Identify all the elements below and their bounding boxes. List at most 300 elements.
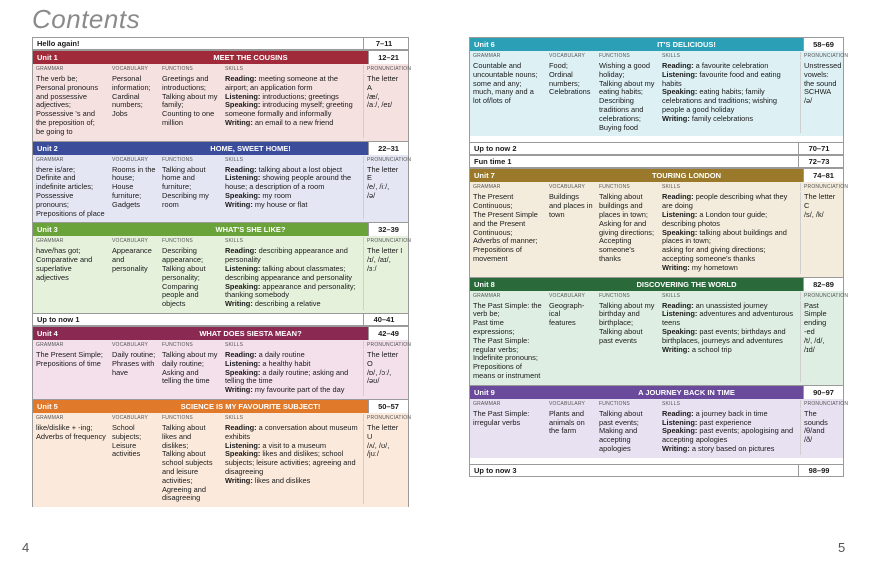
skills-item [662,346,797,355]
unit-header[interactable] [33,327,408,340]
cell-vocabulary [546,301,596,382]
column-header-skills: SKILLS [662,292,681,299]
grammar-item: Adverbs of manner; [473,236,538,246]
column-header-grammar: GRAMMAR [473,184,501,191]
row-pages: 70–71 [798,143,839,154]
skills-type: Listening: [662,309,698,319]
column-header-grammar: GRAMMAR [36,66,64,72]
cell-pronunciation [800,409,841,455]
vocabulary-item: ical [549,309,561,319]
vocabulary-item: House furniture; [112,182,142,200]
skills-type: Reading: [662,300,694,310]
column-header-vocabulary: VOCABULARY [549,400,586,407]
row-title: Up to now 2 [474,144,517,154]
vocabulary-item: Leisure activities [112,440,141,459]
unit-header[interactable] [470,169,843,182]
column-header-functions: FUNCTIONS [599,53,630,59]
grammar-item: The Present Continuous; [473,192,514,211]
skills-text: adventures and adventurous teens [662,309,794,328]
column-header-skills: SKILLS [662,184,681,191]
pronunciation-item: E [367,173,372,183]
column-headers [33,64,412,74]
column-header-vocabulary: VOCABULARY [549,184,586,191]
column-header-skills: SKILLS [662,400,681,407]
functions-item: Describing traditions and celebrations; [599,96,644,123]
cell-skills [222,246,363,310]
unit-block [33,141,412,223]
pronunciation-item: The letter I [367,246,403,256]
unit-pages: 82–89 [803,278,843,291]
functions-item: Asking and telling the time [162,367,210,386]
pronunciation-item: /ə/ [804,96,813,106]
skills-item [662,211,797,229]
skills-text: my room [260,190,292,200]
unit-label: Unit 1 [37,53,58,62]
pronunciation-item: ending [804,318,827,328]
functions-item: Talking about school subjects and leisure activities; [162,449,213,485]
skills-text: talking about classmates; describing appearance and personality [225,263,352,282]
unit-title: A JOURNEY BACK IN TIME [638,387,735,397]
column-header-skills: SKILLS [225,66,244,72]
cell-pronunciation [363,165,406,220]
skills-text: likes and dislikes [252,475,311,485]
row-title: Up to now 1 [37,314,80,324]
skills-item [225,450,360,476]
pronunciation-item: The letter [804,192,836,202]
skills-text: talking about a lost object [256,164,343,174]
skills-type: Speaking: [225,367,261,377]
cell-functions [596,61,659,133]
skills-text: a conversation about museum exhibits [225,422,358,441]
skills-item [662,310,797,328]
skills-text: family celebrations [689,113,754,123]
pronunciation-item: /e/, /iː/, [367,182,390,192]
cell-pronunciation [363,246,406,310]
skills-item [662,427,797,445]
skills-text: a school trip [689,344,732,354]
pronunciation-item: O [367,358,373,368]
unit-block [470,37,849,136]
grammar-item: Prepositions of time [36,358,101,368]
skills-item [662,264,797,273]
cell-pronunciation [363,423,406,504]
unit-body [33,350,408,399]
column-header-functions: FUNCTIONS [599,184,630,191]
pronunciation-item: C [804,201,810,211]
pronunciation-item: the sound [804,78,837,88]
row-title: Up to now 3 [474,465,517,475]
pronunciation-item: The [804,408,817,418]
grammar-item: there is/are; [36,164,76,174]
cell-skills [222,74,363,138]
column-header-vocabulary: VOCABULARY [112,66,149,72]
pronunciation-item: sounds [804,417,828,427]
vocabulary-item: School subjects; [112,422,142,441]
pronunciation-item: /aː/, /eɪ/ [367,100,393,110]
functions-item: Making and accepting apologies [599,426,638,453]
unit-title: HOME, SWEET HOME! [210,143,291,153]
skills-item [225,386,360,395]
column-header-grammar: GRAMMAR [473,53,501,59]
column-headers [470,182,849,192]
cell-vocabulary [546,61,596,133]
column-header-pronunciation: PRONUNCIATION [800,183,841,191]
cell-grammar [470,61,546,133]
cell-pronunciation [800,192,841,273]
column-header-pronunciation: PRONUNCIATION [800,400,841,408]
vocabulary-item: Appearance and personality [112,246,152,273]
unit-pages: 74–81 [803,169,843,182]
functions-item: Describing appearance; [162,246,204,265]
pronunciation-item: /juː/ [367,449,379,459]
skills-type: Speaking: [225,281,261,291]
column-header-vocabulary: VOCABULARY [112,156,149,163]
pronunciation-item: /ɒ/, /ɔː/, [367,367,392,377]
cell-functions [159,165,222,220]
cell-grammar [33,246,109,310]
unit-block [470,168,849,276]
pronunciation-item: /əʊ/ [367,376,380,386]
skills-item [225,369,360,387]
skills-text: a visit to a museum [260,440,327,450]
unit-title: TOURING LONDON [651,171,722,181]
unit-body [470,409,843,458]
cell-functions [159,350,222,396]
skills-type: Speaking: [225,100,261,110]
grammar-item: be going to [36,126,73,136]
cell-skills [222,423,363,504]
grammar-item: Comparative and superlative adjectives [36,255,93,282]
column-header-skills: SKILLS [225,238,244,245]
vocabulary-item: Celebrations [549,87,591,97]
column-header-vocabulary: VOCABULARY [549,53,586,59]
grammar-item: Indefinite pronouns; [473,353,538,363]
skills-text: eating habits; family celebrations and traditions; wishing people a good holiday [662,87,778,114]
grammar-item: Prepositions of means or instrument [473,362,541,380]
skills-type: Speaking: [662,227,698,237]
skills-item [225,424,360,442]
cell-pronunciation [363,350,406,396]
skills-type: Reading: [225,164,257,174]
unit-header[interactable] [33,223,408,236]
vocabulary-item: Jobs [112,109,128,119]
skills-item [662,328,797,346]
skills-text: favourite food and eating habits [662,69,781,88]
contents-row[interactable] [33,37,408,50]
cell-vocabulary [546,409,596,455]
skills-text: describing appearance and personality [225,246,348,265]
pronunciation-item: Simple [804,309,827,319]
grammar-item: some and any; [473,78,522,88]
column-header-functions: FUNCTIONS [162,414,193,421]
skills-text: a story based on pictures [689,443,775,453]
pronunciation-item: The letter [367,74,399,83]
vocabulary-item: Gadgets [112,199,140,209]
skills-type: Reading: [225,74,257,83]
skills-type: Reading: [662,192,694,202]
skills-item [225,283,360,301]
column-header-functions: FUNCTIONS [599,292,630,299]
skills-item [225,174,360,192]
grammar-item: Possessive 's and the preposition of; [36,109,95,127]
functions-item: Agreeing and disagreeing [162,484,206,503]
cell-pronunciation [800,61,841,133]
grammar-item: The Past Simple: irregular verbs [473,408,530,427]
row-pages: 7–11 [363,38,404,49]
skills-text: an unassisted journey [693,300,768,310]
unit-body [470,61,843,136]
skills-type: Writing: [225,385,253,395]
functions-item: Asking for and giving directions; [599,218,655,237]
skills-item [662,246,797,264]
skills-type: Speaking: [225,449,261,459]
unit-header[interactable] [470,38,843,51]
contents-row[interactable] [470,142,843,155]
cell-vocabulary [109,423,159,504]
vocabulary-item: Food; [549,61,568,70]
contents-row[interactable] [470,464,843,477]
skills-type: Writing: [225,299,253,309]
column-header-functions: FUNCTIONS [162,66,193,72]
unit-block [470,385,849,458]
vocabulary-item: Buildings and places in town [549,192,593,219]
skills-text: my hometown [689,262,738,272]
skills-text: describing a relative [252,299,321,309]
cell-grammar [33,74,109,138]
skills-text: people describing what they are doing [662,192,788,211]
unit-header[interactable] [33,51,408,64]
cell-skills [659,301,800,382]
skills-type: Reading: [662,408,694,418]
row-title: Hello again! [37,39,80,48]
contents-row[interactable] [33,313,408,326]
cell-pronunciation [800,301,841,382]
cell-skills [222,165,363,220]
functions-item: Talking about home and furniture; [162,164,206,192]
unit-header[interactable] [470,278,843,291]
pronunciation-item: /ʌ/, /ʊ/, [367,440,390,450]
skills-text: a favourite celebration [693,61,769,70]
unit-label: Unit 5 [37,401,58,411]
pronunciation-item: /s/, /k/ [804,209,824,219]
functions-item: Counting to one million [162,109,215,127]
skills-text: a daily routine; asking and telling the time [225,367,349,386]
skills-type: Speaking: [662,426,698,436]
cell-vocabulary [109,74,159,138]
grammar-item: Past time expressions; [473,318,515,336]
skills-type: Writing: [225,199,253,209]
grammar-item: Prepositions of place [36,208,105,218]
skills-item [662,88,797,114]
skills-text: meeting someone at the airport; an application form [225,74,338,92]
column-header-pronunciation: PRONUNCIATION [800,52,841,60]
column-header-grammar: GRAMMAR [473,400,501,407]
unit-label: Unit 8 [474,279,495,289]
unit-pages: 58–69 [803,38,843,51]
skills-item [225,101,360,119]
column-header-skills: SKILLS [225,156,244,163]
cell-functions [159,74,222,138]
skills-type: Speaking: [225,190,261,200]
column-headers [33,155,412,165]
functions-item: Describing my room [162,190,209,209]
column-header-pronunciation: PRONUNCIATION [363,156,406,164]
functions-item: Talking about my eating habits; [599,78,655,97]
cell-vocabulary [109,165,159,220]
functions-item: Accepting someone's thanks [599,236,635,263]
grammar-item: much, many and a lot of/lots of [473,87,534,106]
functions-item: Talking about likes and dislikes; [162,422,206,450]
grammar-item: The verb be; [36,74,78,83]
skills-type: Listening: [662,69,698,79]
grammar-item: The Present Simple and the Present Continuous; [473,209,538,237]
unit-pages: 90–97 [803,386,843,399]
column-header-grammar: GRAMMAR [473,292,501,299]
column-headers [33,340,412,350]
vocabulary-item: Rooms in the house; [112,164,156,183]
skills-type: Listening: [225,263,261,273]
cell-grammar [33,165,109,220]
unit-block [33,50,412,141]
skills-type: Listening: [225,91,261,101]
column-header-vocabulary: VOCABULARY [112,238,149,245]
skills-type: Reading: [225,246,257,256]
skills-item [225,75,360,93]
column-headers [33,413,412,423]
skills-item [662,445,797,454]
unit-pages: 50–57 [368,400,408,413]
skills-type: Listening: [662,209,698,219]
unit-body [33,165,408,223]
unit-header[interactable] [33,400,408,413]
skills-type: Listening: [225,440,261,450]
cell-grammar [470,409,546,455]
skills-item [225,247,360,265]
skills-type: Reading: [225,422,257,432]
pronunciation-item: /ə/ [367,190,376,200]
contents-row[interactable] [470,155,843,168]
skills-text: introductions; greetings [260,91,339,101]
functions-item: Talking about my daily routine; [162,349,218,368]
unit-label: Unit 9 [474,387,495,397]
cell-functions [159,246,222,310]
skills-item [662,193,797,211]
cell-skills [659,409,800,455]
vocabulary-item: Ordinal numbers; [549,69,580,88]
unit-block [33,399,412,507]
unit-block [33,326,412,399]
functions-item: Buying food [599,122,639,132]
skills-text: a London tour guide; describing photos [662,209,768,228]
column-header-grammar: GRAMMAR [36,341,64,348]
unit-pages: 42–49 [368,327,408,340]
unit-block [470,277,849,385]
skills-type: Writing: [225,117,253,127]
grammar-item: Definite and indefinite articles; [36,173,94,192]
grammar-item: Possessive pronouns; [36,190,74,209]
cell-grammar [33,423,109,504]
skills-type: Reading: [225,349,257,359]
contents-right-column [469,37,849,477]
unit-label: Unit 7 [474,171,495,181]
unit-title: WHAT'S SHE LIKE? [215,225,286,235]
skills-item [225,119,360,128]
skills-type: Writing: [662,443,690,453]
unit-pages: 32–39 [368,223,408,236]
skills-type: Listening: [225,173,261,183]
unit-title: IT'S DELICIOUS! [657,40,716,49]
vocabulary-item: Geograph- [549,300,585,310]
vocabulary-item: Daily routine; [112,349,156,359]
unit-body [33,74,408,141]
skills-text: introducing myself; greeting someone formally and informally [225,100,353,119]
grammar-item: Prepositions of movement [473,245,522,263]
unit-body [33,423,408,507]
unit-block [33,222,412,313]
column-header-vocabulary: VOCABULARY [549,292,586,299]
skills-text: my favourite part of the day [252,385,345,395]
unit-body [470,192,843,276]
cell-functions [596,409,659,455]
pronunciation-item: /æ/, [367,91,380,101]
column-header-functions: FUNCTIONS [162,238,193,245]
column-header-skills: SKILLS [662,53,681,59]
unit-label: Unit 4 [37,328,58,338]
column-header-vocabulary: VOCABULARY [112,341,149,348]
cell-functions [159,423,222,504]
unit-header[interactable] [33,142,408,155]
grammar-item: Adverbs of frequency [36,431,106,441]
grammar-item: The Past Simple: the verb be; [473,300,542,319]
skills-text: showing people around the house; a description of a room [225,173,352,192]
grammar-item: have/has got; [36,246,81,256]
column-header-pronunciation: PRONUNCIATION [363,414,406,422]
column-header-skills: SKILLS [225,341,244,348]
column-headers [470,399,849,409]
cell-pronunciation [363,74,406,138]
cell-grammar [33,350,109,396]
skills-text: a healthy habit [260,358,311,368]
skills-text: my house or flat [252,199,308,209]
page-number-right: 5 [838,540,846,555]
grammar-item: like/dislike + -ing; [36,422,93,432]
skills-type: Speaking: [662,87,698,97]
skills-text: past experience [697,417,752,427]
grammar-item: The Present Simple; [36,349,103,359]
pronunciation-item: /t/, /d/, [804,335,825,345]
column-header-pronunciation: PRONUNCIATION [800,292,841,300]
page-number-left: 4 [22,540,30,555]
unit-header[interactable] [470,386,843,399]
pronunciation-item: /θ/and [804,426,825,436]
pronunciation-item: /ð/ [804,435,813,445]
unit-title: DISCOVERING THE WORLD [636,279,737,289]
cell-vocabulary [546,192,596,273]
skills-type: Writing: [662,113,690,123]
pronunciation-item: The letter [367,164,399,174]
column-header-pronunciation: PRONUNCIATION [363,65,406,73]
skills-text: past events; birthdays and birthplaces, journeys and adventures [662,326,786,345]
column-header-functions: FUNCTIONS [599,400,630,407]
pronunciation-item: U [367,431,373,441]
unit-label: Unit 6 [474,40,495,49]
functions-item: Talking about personality; [162,263,206,282]
grammar-item: The Past Simple: regular verbs; [473,335,530,354]
skills-text: past events; apologising and accepting apologies [662,426,794,445]
skills-item [225,477,360,486]
cell-vocabulary [109,350,159,396]
column-header-functions: FUNCTIONS [162,341,193,348]
